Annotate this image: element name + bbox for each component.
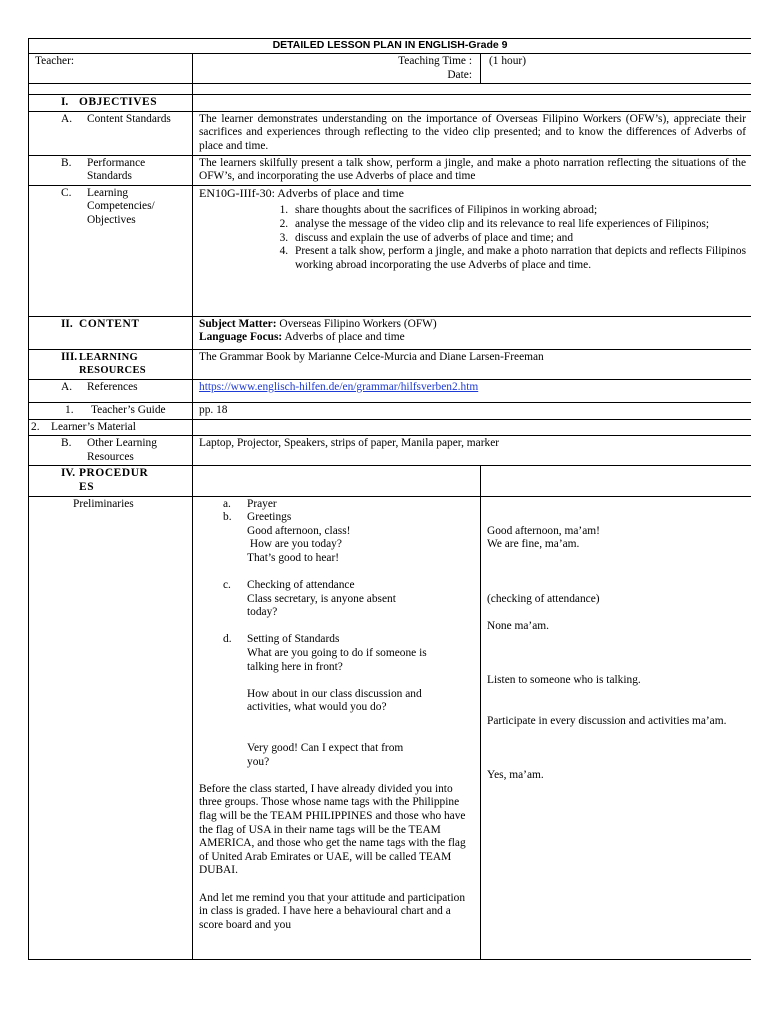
competencies-row xyxy=(29,185,752,316)
objective-item: 2. analyse the message of the video clip and its relevance to real life experiences of Filipinos; xyxy=(291,218,746,232)
references-link-cell xyxy=(193,379,752,402)
item-label xyxy=(87,157,145,184)
item-label-line: Learning xyxy=(87,186,129,199)
teachers-guide-value: pp. 18 xyxy=(193,402,752,419)
references-row xyxy=(29,379,752,402)
performance-standards-label xyxy=(29,155,193,185)
section-number: III. xyxy=(61,350,78,363)
teacher-line: What are you going to do if someone is xyxy=(247,647,427,660)
student-response: Participate in every discussion and activities ma’am. xyxy=(487,715,727,727)
section-label xyxy=(79,351,146,378)
preliminaries-text: Preliminaries xyxy=(73,497,134,510)
section-label-line: RESOURCES xyxy=(79,365,146,377)
step-mark: c. xyxy=(223,579,231,592)
item-label: Teacher’s Guide xyxy=(91,403,166,416)
language-focus-value: Adverbs of place and time xyxy=(284,331,405,344)
step-label: Checking of attendance xyxy=(247,579,355,592)
learners-material-label xyxy=(29,419,193,436)
section-label-line: LEARNING xyxy=(79,351,138,363)
student-response-cell xyxy=(481,496,752,959)
title-row xyxy=(29,39,752,54)
student-response: Good afternoon, ma’am! xyxy=(487,524,600,537)
item-label-line: Objectives xyxy=(87,213,136,226)
resources-row xyxy=(29,349,752,379)
objectives-heading-row xyxy=(29,95,752,112)
step-greetings xyxy=(223,511,475,525)
teacher-label: Teacher: xyxy=(29,54,193,84)
content-standards-text: The learner demonstrates understanding on the importance of Overseas Filipino Workers (OFW’s), appreciate their sacrifices and experiences through reflecting to the video clip presented; and to know the differences of Adverbs of place and time. xyxy=(193,111,752,155)
section-procedures-heading xyxy=(29,466,193,496)
item-letter: B. xyxy=(61,156,72,169)
section-label: CONTENT xyxy=(79,317,140,330)
procedures-heading-row xyxy=(29,466,752,496)
reference-link[interactable]: https://www.englisch-hilfen.de/en/grammar/hilfsverben2.htm xyxy=(199,380,479,393)
resources-book: The Grammar Book by Marianne Celce-Murcia and Diane Larsen-Freeman xyxy=(193,349,752,379)
item-number: 2. xyxy=(31,420,40,433)
item-letter: B. xyxy=(61,437,72,450)
preliminaries-row xyxy=(29,496,752,959)
preliminaries-label xyxy=(29,496,193,959)
objective-list xyxy=(199,204,746,272)
item-number: 1. xyxy=(65,403,74,416)
teaching-time-value xyxy=(481,54,752,84)
content-row xyxy=(29,316,752,349)
section-label xyxy=(79,467,148,494)
teacher-line: How are you today? xyxy=(247,538,342,551)
step-attendance xyxy=(223,579,475,593)
other-resources-row xyxy=(29,436,752,466)
item-letter: A. xyxy=(61,112,73,125)
grading-reminder: And let me remind you that your attitude and participation in class is graded. I have here a behavioural chart and a score board and you xyxy=(199,891,466,931)
item-letter: A. xyxy=(61,380,73,393)
teachers-guide-label xyxy=(29,402,193,419)
section-number: I. xyxy=(61,96,69,109)
step-prayer xyxy=(223,498,475,512)
content-standards-row xyxy=(29,111,752,155)
performance-standards-text: The learners skilfully present a talk show, perform a jingle, and make a photo narration reflecting the situations of the OFW’s, and incorporating the use Adverbs of place and time xyxy=(193,155,752,185)
teacher-line: activities, what would you do? xyxy=(247,701,387,714)
objective-item: 1. share thoughts about the sacrifices of Filipinos in working abroad; xyxy=(291,204,746,218)
section-label-line: PROCEDUR xyxy=(79,467,149,480)
step-mark: d. xyxy=(223,633,232,646)
section-number: II. xyxy=(61,317,73,330)
item-label: Learner’s Material xyxy=(51,420,136,433)
step-label: Greetings xyxy=(247,511,292,524)
teacher-line: today? xyxy=(247,606,278,619)
item-label-line: Performance xyxy=(87,156,146,169)
content-text xyxy=(193,316,752,349)
step-mark: a. xyxy=(223,497,231,510)
teacher-line: Good afternoon, class! xyxy=(247,524,351,537)
section-content-heading xyxy=(29,316,193,349)
lesson-plan-page xyxy=(28,38,751,972)
subject-matter-label: Subject Matter: xyxy=(199,317,277,330)
student-response: None ma’am. xyxy=(487,619,549,632)
group-instructions: Before the class started, I have already divided you into three groups. Those whose name tags with the Philippine flag will be the TEAM PHILIPPINES and those who have the flag of USA in their name tags will be the TEAM AMERICA, and those who get the name tags with the flag of United Arab Emirates or UAE, will be called TEAM DUBAI. xyxy=(199,782,466,877)
section-label-line: ES xyxy=(79,480,95,493)
step-label: Prayer xyxy=(247,497,277,510)
competencies-text xyxy=(193,185,752,316)
teacher-line: you? xyxy=(247,755,270,768)
objective-item: 4. Present a talk show, perform a jingle, and make a photo narration that depicts and reflects Filipinos working abroad incorporating the use Adverbs of place and time. xyxy=(291,245,746,272)
section-label: OBJECTIVES xyxy=(79,96,158,109)
competencies-label xyxy=(29,185,193,316)
item-label-line: Competencies/ xyxy=(87,200,155,213)
step-label: Setting of Standards xyxy=(247,633,340,646)
other-resources-value: Laptop, Projector, Speakers, strips of paper, Manila paper, marker xyxy=(193,436,752,466)
item-label: Content Standards xyxy=(87,112,171,125)
item-label: References xyxy=(87,380,138,393)
teacher-activity-cell xyxy=(193,496,481,959)
item-letter: C. xyxy=(61,186,72,199)
item-label-line: Other Learning xyxy=(87,437,157,450)
language-focus-label: Language Focus: xyxy=(199,331,283,344)
attendance-lines xyxy=(223,593,475,620)
learners-material-row xyxy=(29,419,752,436)
section-objectives-heading xyxy=(29,95,193,112)
teacher-line: How about in our class discussion and xyxy=(247,687,422,700)
document-title: DETAILED LESSON PLAN IN ENGLISH-Grade 9 xyxy=(29,39,752,54)
item-label xyxy=(87,437,157,464)
performance-standards-row xyxy=(29,155,752,185)
teacher-line: Very good! Can I expect that from xyxy=(247,742,404,754)
references-label xyxy=(29,379,193,402)
teaching-time-label: Teaching Time : xyxy=(398,55,472,67)
standards-lines xyxy=(223,647,475,769)
item-label-line: Standards xyxy=(87,170,132,183)
step-mark: b. xyxy=(223,511,232,524)
student-response: (checking of attendance) xyxy=(487,592,600,605)
date-label: Date: xyxy=(447,68,472,81)
content-standards-label xyxy=(29,111,193,155)
lesson-plan-table xyxy=(28,38,751,960)
student-response: We are fine, ma’am. xyxy=(487,538,580,551)
competency-code: EN10G-IIIf-30: Adverbs of place and time xyxy=(199,185,404,200)
step-standards xyxy=(223,633,475,647)
item-label-line: Resources xyxy=(87,450,134,463)
teacher-line: That’s good to hear! xyxy=(247,551,340,564)
subject-matter-value: Overseas Filipino Workers (OFW) xyxy=(279,317,437,330)
objective-item: 3. discuss and explain the use of adverbs of place and time; and xyxy=(291,232,746,246)
other-resources-label xyxy=(29,436,193,466)
item-label xyxy=(87,187,155,228)
teachers-guide-row xyxy=(29,402,752,419)
header-row xyxy=(29,54,752,84)
section-resources-heading xyxy=(29,349,193,379)
student-response: Yes, ma’am. xyxy=(487,769,544,782)
teaching-time-text: (1 hour) xyxy=(489,55,527,67)
blank-row xyxy=(29,84,752,95)
student-response: Listen to someone who is talking. xyxy=(487,674,641,687)
teacher-line: Class secretary, is anyone absent xyxy=(247,592,396,605)
greetings-lines xyxy=(223,525,475,566)
time-date-labels xyxy=(193,54,481,84)
section-number: IV. xyxy=(61,467,76,480)
teacher-line: talking here in front? xyxy=(247,660,343,673)
